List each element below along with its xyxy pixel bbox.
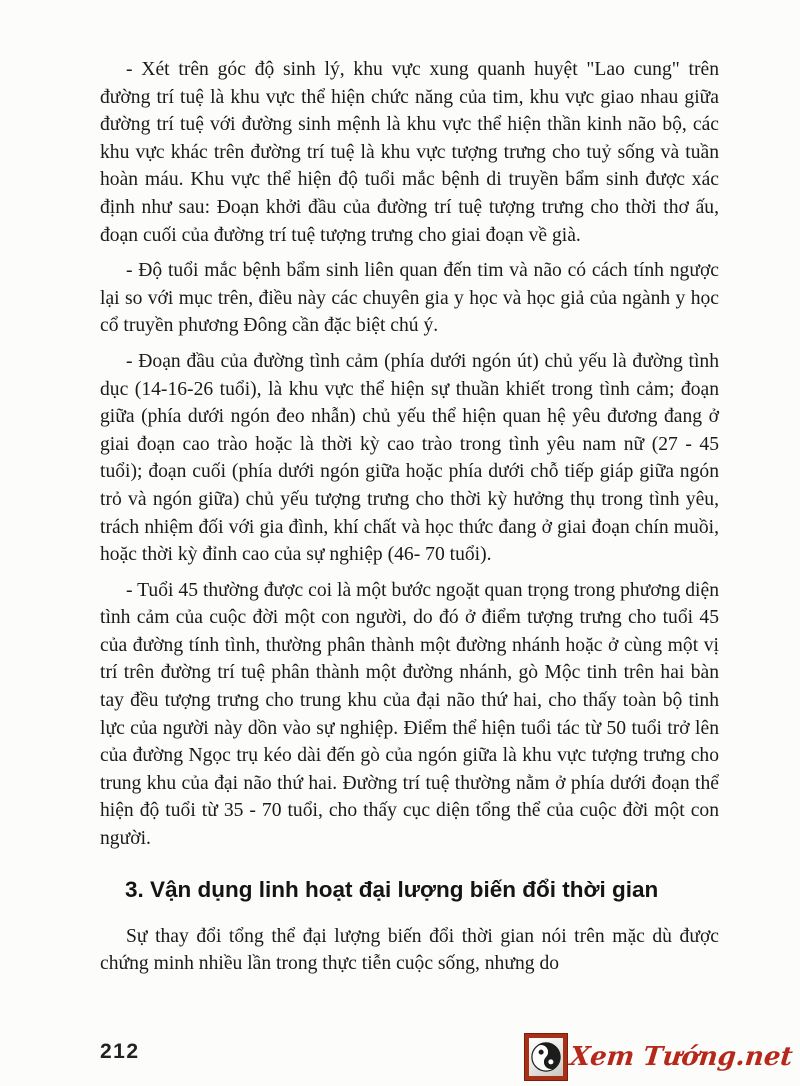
paragraph-5: Sự thay đổi tổng thể đại lượng biến đổi thời gian nói trên mặc dù được chứng minh nhiều lần trong thực tiễn cuộc sống, nhưng do	[100, 925, 719, 975]
page-number: 212	[100, 1040, 140, 1063]
paragraph-2: - Độ tuổi mắc bệnh bẩm sinh liên quan đến tim và não có cách tính ngược lại so với mục trên, điều này các chuyên gia y học và học giả của ngành y học cổ truyền phương Đông cần đặc biệt chú ý.	[100, 260, 719, 337]
watermark-site-name: Xem Tướng.net	[567, 1042, 794, 1072]
paragraph-3: - Đoạn đầu của đường tình cảm (phía dưới ngón út) chủ yếu là đường tình dục (14-16-26 tuổi), là khu vực thể hiện sự thuần khiết trong tình cảm; đoạn giữa (phía dưới ngón đeo nhẫn) chủ yếu thể hiện quan hệ yêu đương đang ở giai đoạn cao trào hoặc là thời kỳ cao trào trong tình yêu nam nữ (27 - 45 tuổi); đoạn cuối (phía dưới ngón giữa hoặc phía dưới chỗ tiếp giáp giữa ngón trỏ và ngón giữa) chủ yếu tượng trưng cho thời kỳ hưởng thụ trong tình yêu, trách nhiệm đối với gia đình, khí chất và học thức đang ở giai đoạn chín muồi, hoặc thời kỳ đỉnh cao của sự nghiệp (46- 70 tuổi).	[100, 350, 719, 566]
yin-yang-icon	[525, 1034, 567, 1080]
page-content	[100, 56, 719, 986]
paragraph-4: - Tuổi 45 thường được coi là một bước ngoặt quan trọng trong phương diện tình cảm của cuộc đời một con người, do đó ở điểm tượng trưng cho tuổi 45 của đường tính tình, thường phân thành một đường nhánh hoặc ở cùng một vị trí trên đường trí tuệ phân thành một đường nhánh, gò Mộc tinh trên hai bàn tay đều tượng trưng cho trung khu của đại não thứ hai, cho thấy toàn bộ tinh lực của người này dồn vào sự nghiệp. Điểm thể hiện tuổi tác từ 50 tuổi trở lên của đường Ngọc trụ kéo dài đến gò của ngón giữa là khu vực tượng trưng cho trung khu của đại não thứ hai. Đường trí tuệ thường nằm ở phía dưới đoạn thể hiện độ tuổi từ 35 - 70 tuổi, cho thấy cục diện tổng thể của cuộc đời một con người.	[100, 579, 719, 850]
paragraph-1: - Xét trên góc độ sinh lý, khu vực xung quanh huyệt "Lao cung" trên đường trí tuệ là khu vực thể hiện chức năng của tim, khu vực giao nhau giữa đường trí tuệ với đường sinh mệnh là khu vực thể hiện thần kinh não bộ, các khu vực khác trên đường trí tuệ là khu vực tượng trưng cho tuỷ sống và tuần hoàn máu. Khu vực thể hiện độ tuổi mắc bệnh di truyền bẩm sinh được xác định như sau: Đoạn khởi đầu của đường trí tuệ tượng trưng cho thời thơ ấu, đoạn cuối của đường trí tuệ tượng trưng cho giai đoạn về già.	[100, 59, 719, 246]
section-heading: 3. Vận dụng linh hoạt đại lượng biến đổi thời gian	[125, 876, 659, 902]
watermark-logo	[525, 1034, 792, 1080]
